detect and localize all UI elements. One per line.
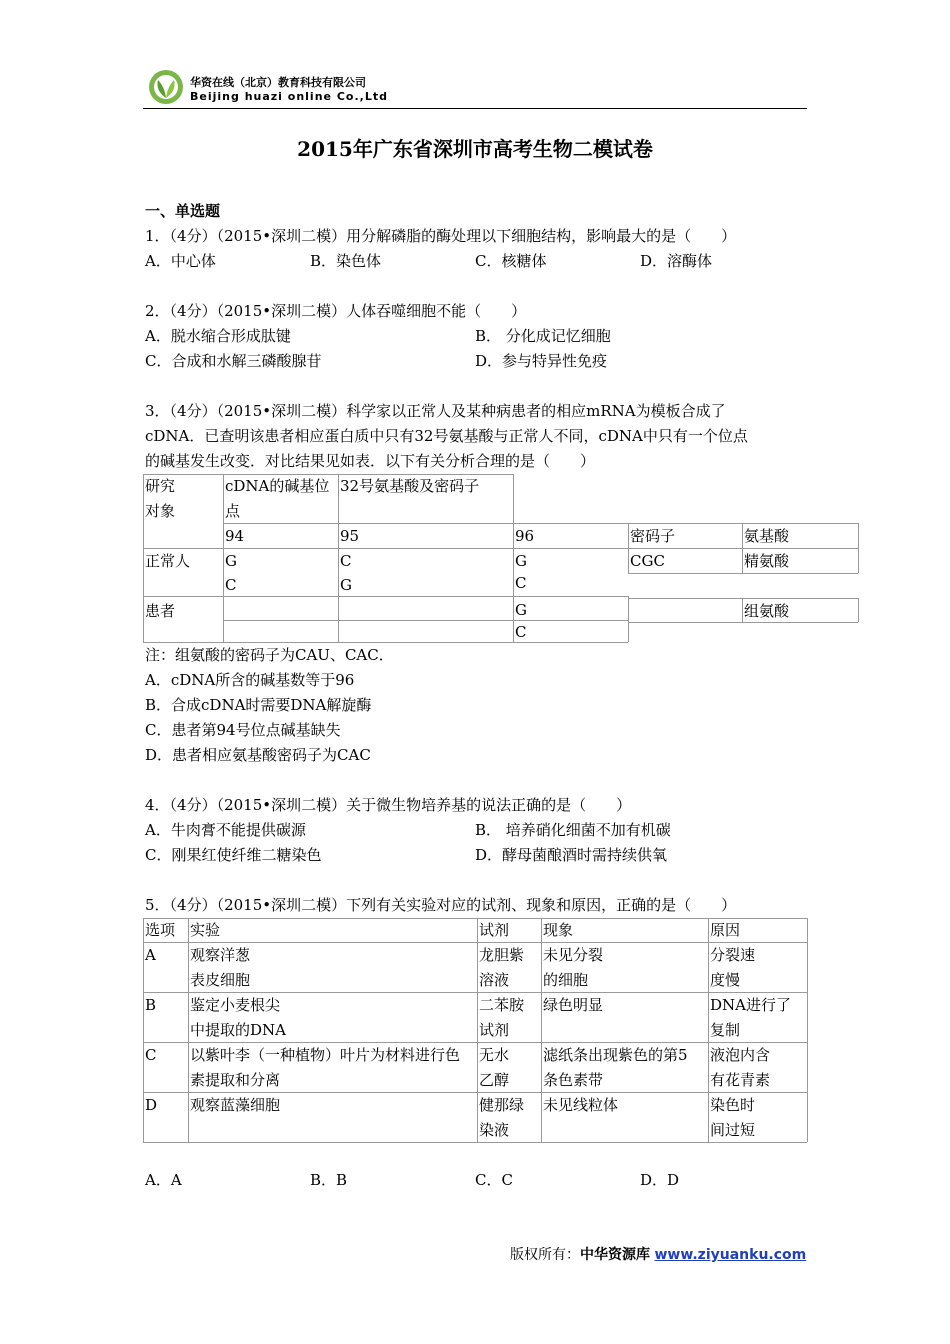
q1-option-a: A．中心体 — [145, 252, 216, 270]
page-title: 2015年广东省深圳市高考生物二模试卷 — [297, 137, 653, 161]
q3-th-subject: 对象 — [145, 502, 176, 520]
q1-option-c: C．核糖体 — [475, 252, 547, 270]
q3-cell: C — [515, 574, 527, 592]
q5-cell: 龙胆紫 — [479, 946, 525, 964]
q5-th: 原因 — [710, 921, 741, 939]
q5-cell: C — [145, 1046, 157, 1064]
q3-row-label: 患者 — [145, 602, 176, 620]
q5-cell: 有花青素 — [710, 1071, 771, 1089]
q3-option-c: C．患者第94号位点碱基缺失 — [145, 721, 341, 739]
q5-cell: 间过短 — [710, 1121, 756, 1139]
q3-th-aminoacid: 氨基酸 — [744, 527, 790, 545]
q2-option-b: B． 分化成记忆细胞 — [475, 327, 611, 345]
q3-stem-line: 的碱基发生改变．对比结果见如表．以下有关分析合理的是（ ） — [145, 452, 596, 470]
q3-row-label: 正常人 — [145, 552, 191, 570]
q3-option-a: A．cDNA所含的碱基数等于96 — [145, 671, 355, 689]
q1-stem: 1．（4分）（2015•深圳二模）用分解磷脂的酶处理以下细胞结构，影响最大的是（ ） — [145, 227, 737, 245]
q3-cell: G — [515, 601, 527, 619]
q5-cell: 绿色明显 — [543, 996, 604, 1014]
q3-cell: G — [515, 552, 527, 570]
q5-cell: 观察蓝藻细胞 — [190, 1096, 281, 1114]
q3-cell: 组氨酸 — [744, 602, 790, 620]
q4-option-c: C．刚果红使纤维二糖染色 — [145, 846, 322, 864]
q5-cell: 复制 — [710, 1021, 741, 1039]
q4-stem: 4．（4分）（2015•深圳二模）关于微生物培养基的说法正确的是（ ） — [145, 796, 632, 814]
q5-cell: 无水 — [479, 1046, 510, 1064]
footer-brand: 中华资源库 — [580, 1247, 650, 1263]
q4-option-b: B． 培养硝化细菌不加有机碳 — [475, 821, 671, 839]
section-heading: 一、单选题 — [145, 202, 221, 220]
q4-option-a: A．牛肉膏不能提供碳源 — [145, 821, 306, 839]
q5-option-b: B．B — [310, 1171, 348, 1189]
company-logo-icon — [146, 68, 186, 106]
q4-option-d: D．酵母菌酿酒时需持续供氧 — [475, 846, 668, 864]
q2-option-d: D．参与特异性免疫 — [475, 352, 608, 370]
q5-cell: 溶液 — [479, 971, 510, 989]
q3-cell: C — [515, 623, 527, 641]
header-rule — [143, 108, 807, 109]
q5-cell: 试剂 — [479, 1021, 510, 1039]
q3-cell: G — [340, 576, 352, 594]
q5-option-c: C．C — [475, 1171, 513, 1189]
q3-cell: C — [225, 576, 237, 594]
q5-th: 实验 — [190, 921, 221, 939]
q2-option-a: A．脱水缩合形成肽键 — [145, 327, 291, 345]
q3-th-pos96: 96 — [515, 527, 535, 545]
q3-stem-line: 3．（4分）（2015•深圳二模）科学家以正常人及某种病患者的相应mRNA为模板合成了 — [145, 402, 726, 420]
q5-cell: 素提取和分离 — [190, 1071, 281, 1089]
q3-cell: CGC — [630, 552, 665, 570]
q5-cell: 度慢 — [710, 971, 741, 989]
q5-cell: 的细胞 — [543, 971, 589, 989]
q3-note: 注：组氨酸的密码子为CAU、CAC． — [145, 646, 394, 664]
q1-option-b: B．染色体 — [310, 252, 382, 270]
q5-option-d: D．D — [640, 1171, 680, 1189]
q3-th-pos95: 95 — [340, 527, 360, 545]
q3-cell: G — [225, 552, 237, 570]
q3-th-subject: 研究 — [145, 477, 176, 495]
q5-cell: 中提取的DNA — [190, 1021, 286, 1039]
q5-option-a: A．A — [145, 1171, 182, 1189]
q2-option-c: C．合成和水解三磷酸腺苷 — [145, 352, 322, 370]
q3-th-base: cDNA的碱基位 — [225, 477, 330, 495]
q5-th: 试剂 — [479, 921, 510, 939]
q5-cell: 滤纸条出现紫色的第5 — [543, 1046, 688, 1064]
company-name-cn: 华资在线（北京）教育科技有限公司 — [190, 76, 366, 89]
q3-cell: C — [340, 552, 352, 570]
q5-cell: A — [145, 946, 156, 964]
q5-cell: 未见线粒体 — [543, 1096, 619, 1114]
footer-url-link[interactable]: www.ziyuanku.com — [654, 1247, 807, 1263]
q5-cell: DNA进行了 — [710, 996, 791, 1014]
q5-cell: 鉴定小麦根尖 — [190, 996, 281, 1014]
q5-cell: 染色时 — [710, 1096, 756, 1114]
q5-stem: 5．（4分）（2015•深圳二模）下列有关实验对应的试剂、现象和原因，正确的是（ ） — [145, 896, 737, 914]
q3-cell: 精氨酸 — [744, 552, 790, 570]
q3-th-pos94: 94 — [225, 527, 245, 545]
q5-cell: 未见分裂 — [543, 946, 604, 964]
q5-cell: 观察洋葱 — [190, 946, 251, 964]
q5-cell: 分裂速 — [710, 946, 756, 964]
q5-cell: D — [145, 1096, 158, 1114]
q5-cell: 乙醇 — [479, 1071, 510, 1089]
q2-stem: 2．（4分）（2015•深圳二模）人体吞噬细胞不能（ ） — [145, 302, 527, 320]
q5-cell: 二苯胺 — [479, 996, 525, 1014]
company-name-en: Beijing huazi online Co.,Ltd — [190, 90, 388, 103]
q5-th: 选项 — [145, 921, 176, 939]
q5-cell: 表皮细胞 — [190, 971, 251, 989]
q5-cell: 条色素带 — [543, 1071, 604, 1089]
q3-th-amino: 32号氨基酸及密码子 — [340, 477, 480, 495]
q3-option-b: B．合成cDNA时需要DNA解旋酶 — [145, 696, 372, 714]
footer — [510, 1244, 806, 1264]
q5-cell: 液泡内含 — [710, 1046, 771, 1064]
q3-option-d: D．患者相应氨基酸密码子为CAC — [145, 746, 371, 764]
q3-stem-line: cDNA．已查明该患者相应蛋白质中只有32号氨基酸与正常人不同，cDNA中只有一个位点 — [145, 427, 748, 445]
q1-option-d: D．溶酶体 — [640, 252, 713, 270]
q5-cell: 以紫叶李（一种植物）叶片为材料进行色 — [190, 1046, 461, 1064]
q5-cell: 染液 — [479, 1121, 510, 1139]
q3-th-base: 点 — [225, 502, 241, 520]
q5-th: 现象 — [543, 921, 574, 939]
q5-cell: B — [145, 996, 157, 1014]
footer-label: 版权所有： — [510, 1247, 580, 1263]
q3-th-codon: 密码子 — [630, 527, 676, 545]
q5-cell: 健那绿 — [479, 1096, 525, 1114]
